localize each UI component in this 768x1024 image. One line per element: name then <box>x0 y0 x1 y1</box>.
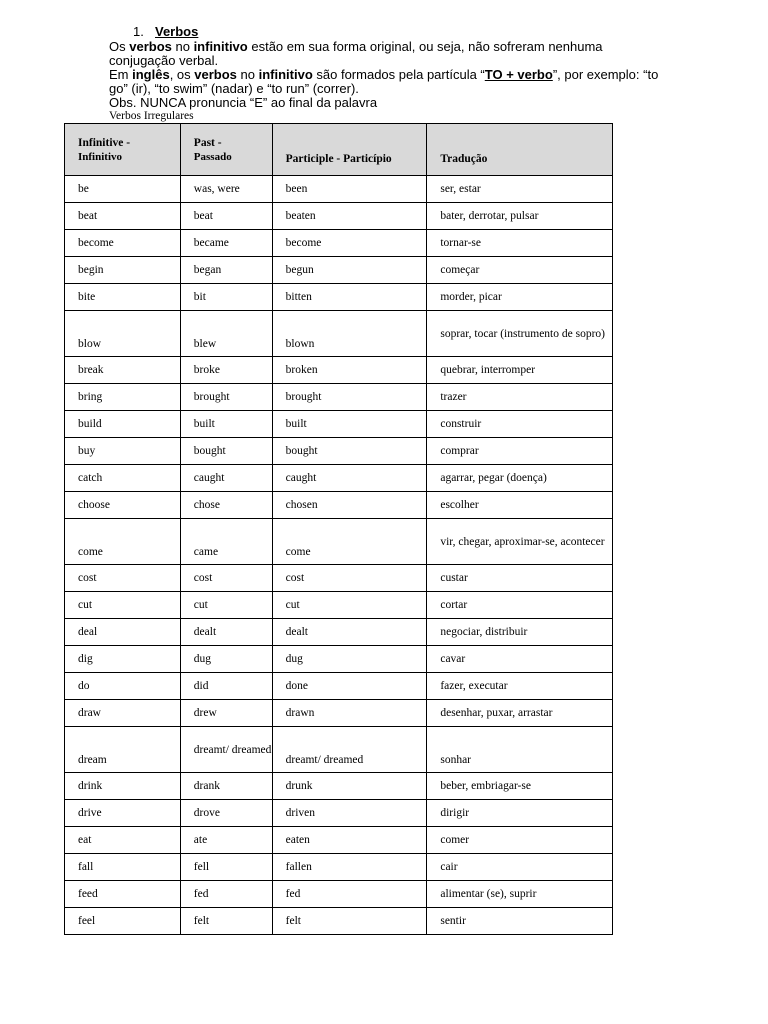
bold-term: verbos <box>194 67 237 82</box>
cell-infinitive: eat <box>65 827 181 854</box>
cell-infinitive: drink <box>65 773 181 800</box>
cell-past: brought <box>180 384 272 411</box>
cell-participle: eaten <box>272 827 427 854</box>
cell-past: built <box>180 411 272 438</box>
cell-infinitive: draw <box>65 700 181 727</box>
cell-translation: soprar, tocar (instrumento de sopro) <box>427 311 613 357</box>
cell-infinitive: blow <box>65 311 181 357</box>
text-run: , os <box>169 67 195 82</box>
cell-past: dreamt/ dreamed <box>180 727 272 773</box>
cell-translation: construir <box>427 411 613 438</box>
cell-translation: beber, embriagar-se <box>427 773 613 800</box>
cell-past: felt <box>180 908 272 935</box>
table-row <box>65 800 613 827</box>
table-row <box>65 257 613 284</box>
cell-participle: fallen <box>272 854 427 881</box>
cell-participle: dug <box>272 646 427 673</box>
cell-participle: felt <box>272 908 427 935</box>
cell-participle: begun <box>272 257 427 284</box>
text-run: ”, por exemplo: “to go” (ir), “to swim” (nadar) e “to run” (correr). <box>109 67 659 96</box>
table-row <box>65 230 613 257</box>
cell-infinitive: do <box>65 673 181 700</box>
paragraph-english <box>109 68 669 96</box>
cell-past: dug <box>180 646 272 673</box>
cell-translation: cair <box>427 854 613 881</box>
cell-participle: drawn <box>272 700 427 727</box>
cell-past: drew <box>180 700 272 727</box>
cell-infinitive: begin <box>65 257 181 284</box>
bold-term: inglês <box>132 67 170 82</box>
table-row <box>65 827 613 854</box>
cell-translation: fazer, executar <box>427 673 613 700</box>
intro-section <box>109 25 669 110</box>
cell-translation: escolher <box>427 492 613 519</box>
section-heading <box>109 25 669 40</box>
text-run: Os <box>109 39 130 54</box>
cell-infinitive: fall <box>65 854 181 881</box>
table-row <box>65 176 613 203</box>
cell-translation: sentir <box>427 908 613 935</box>
cell-participle: chosen <box>272 492 427 519</box>
header-past <box>180 124 272 176</box>
cell-infinitive: buy <box>65 438 181 465</box>
table-row <box>65 881 613 908</box>
cell-participle: drunk <box>272 773 427 800</box>
cell-participle: bitten <box>272 284 427 311</box>
cell-translation: dirigir <box>427 800 613 827</box>
cell-translation: negociar, distribuir <box>427 619 613 646</box>
table-row <box>65 646 613 673</box>
cell-past: fell <box>180 854 272 881</box>
table-row <box>65 492 613 519</box>
cell-participle: become <box>272 230 427 257</box>
cell-past: chose <box>180 492 272 519</box>
cell-participle: been <box>272 176 427 203</box>
header-translation <box>427 124 613 176</box>
table-row <box>65 311 613 357</box>
cell-past: began <box>180 257 272 284</box>
text-run: no <box>171 39 194 54</box>
header-text: Tradução <box>440 153 488 165</box>
cell-participle: bought <box>272 438 427 465</box>
cell-past: dealt <box>180 619 272 646</box>
cell-infinitive: be <box>65 176 181 203</box>
table-row <box>65 908 613 935</box>
cell-past: beat <box>180 203 272 230</box>
cell-translation: alimentar (se), suprir <box>427 881 613 908</box>
cell-participle: beaten <box>272 203 427 230</box>
cell-past: caught <box>180 465 272 492</box>
cell-translation: desenhar, puxar, arrastar <box>427 700 613 727</box>
table-row <box>65 592 613 619</box>
cell-past: ate <box>180 827 272 854</box>
cell-infinitive: come <box>65 519 181 565</box>
cell-past: drank <box>180 773 272 800</box>
cell-infinitive: beat <box>65 203 181 230</box>
table-row <box>65 673 613 700</box>
cell-past: fed <box>180 881 272 908</box>
bold-underlined-term: TO + verbo <box>484 67 553 82</box>
cell-participle: cost <box>272 565 427 592</box>
text-run: são formados pela partícula “ <box>312 67 485 82</box>
cell-participle: dealt <box>272 619 427 646</box>
cell-past: cut <box>180 592 272 619</box>
cell-translation: vir, chegar, aproximar-se, acontecer <box>427 519 613 565</box>
cell-past: blew <box>180 311 272 357</box>
cell-participle: fed <box>272 881 427 908</box>
cell-infinitive: break <box>65 357 181 384</box>
table-body <box>65 176 613 935</box>
cell-translation: tornar-se <box>427 230 613 257</box>
cell-participle: built <box>272 411 427 438</box>
cell-past: broke <box>180 357 272 384</box>
section-number: 1. <box>133 24 144 39</box>
table-row <box>65 854 613 881</box>
cell-past: came <box>180 519 272 565</box>
cell-infinitive: feed <box>65 881 181 908</box>
table-row <box>65 465 613 492</box>
table-row <box>65 357 613 384</box>
table-row <box>65 727 613 773</box>
cell-translation: comprar <box>427 438 613 465</box>
table-row <box>65 284 613 311</box>
cell-translation: agarrar, pegar (doença) <box>427 465 613 492</box>
header-subtext: Infinitivo <box>78 150 123 163</box>
table-row <box>65 619 613 646</box>
table-row <box>65 203 613 230</box>
cell-participle: cut <box>272 592 427 619</box>
cell-infinitive: build <box>65 411 181 438</box>
cell-infinitive: dream <box>65 727 181 773</box>
header-subtext: Passado <box>193 150 232 163</box>
cell-participle: brought <box>272 384 427 411</box>
paragraph-infinitive <box>109 40 669 68</box>
cell-past: bought <box>180 438 272 465</box>
cell-infinitive: choose <box>65 492 181 519</box>
cell-past: was, were <box>180 176 272 203</box>
table-row <box>65 411 613 438</box>
cell-translation: começar <box>427 257 613 284</box>
table-caption: Verbos Irregulares <box>109 110 194 122</box>
cell-translation: cortar <box>427 592 613 619</box>
cell-infinitive: drive <box>65 800 181 827</box>
section-title: Verbos <box>155 24 199 39</box>
cell-participle: come <box>272 519 427 565</box>
header-text: Past - <box>193 136 222 149</box>
table-row <box>65 773 613 800</box>
text-run: estão em sua forma original, ou seja, não sofreram nenhuma conjugação verbal. <box>109 39 603 68</box>
table-header-row <box>65 124 613 176</box>
irregular-verbs-table <box>64 123 613 935</box>
cell-infinitive: cut <box>65 592 181 619</box>
cell-past: cost <box>180 565 272 592</box>
cell-past: became <box>180 230 272 257</box>
cell-translation: quebrar, interromper <box>427 357 613 384</box>
cell-past: drove <box>180 800 272 827</box>
cell-translation: custar <box>427 565 613 592</box>
text-run: Em <box>109 67 133 82</box>
table-row <box>65 519 613 565</box>
cell-participle: done <box>272 673 427 700</box>
cell-past: bit <box>180 284 272 311</box>
table-row <box>65 384 613 411</box>
cell-translation: cavar <box>427 646 613 673</box>
cell-infinitive: become <box>65 230 181 257</box>
table-row <box>65 438 613 465</box>
table-row <box>65 565 613 592</box>
cell-participle: blown <box>272 311 427 357</box>
cell-infinitive: deal <box>65 619 181 646</box>
header-text: Infinitive - <box>78 136 131 149</box>
cell-participle: dreamt/ dreamed <box>272 727 427 773</box>
bold-term: infinitivo <box>258 67 313 82</box>
cell-translation: bater, derrotar, pulsar <box>427 203 613 230</box>
text-run: no <box>236 67 259 82</box>
header-infinitive <box>65 124 181 176</box>
header-participle <box>272 124 427 176</box>
cell-past: did <box>180 673 272 700</box>
cell-translation: trazer <box>427 384 613 411</box>
header-text: Participle - Particípio <box>285 153 392 165</box>
cell-infinitive: feel <box>65 908 181 935</box>
cell-infinitive: cost <box>65 565 181 592</box>
bold-term: infinitivo <box>193 39 248 54</box>
cell-participle: driven <box>272 800 427 827</box>
bold-term: verbos <box>129 39 172 54</box>
cell-infinitive: dig <box>65 646 181 673</box>
cell-participle: caught <box>272 465 427 492</box>
cell-translation: sonhar <box>427 727 613 773</box>
pronunciation-note: Obs. NUNCA pronuncia “E” ao final da palavra <box>109 95 378 110</box>
cell-translation: ser, estar <box>427 176 613 203</box>
cell-participle: broken <box>272 357 427 384</box>
cell-translation: comer <box>427 827 613 854</box>
cell-translation: morder, picar <box>427 284 613 311</box>
cell-infinitive: bite <box>65 284 181 311</box>
table-row <box>65 700 613 727</box>
cell-infinitive: bring <box>65 384 181 411</box>
cell-infinitive: catch <box>65 465 181 492</box>
